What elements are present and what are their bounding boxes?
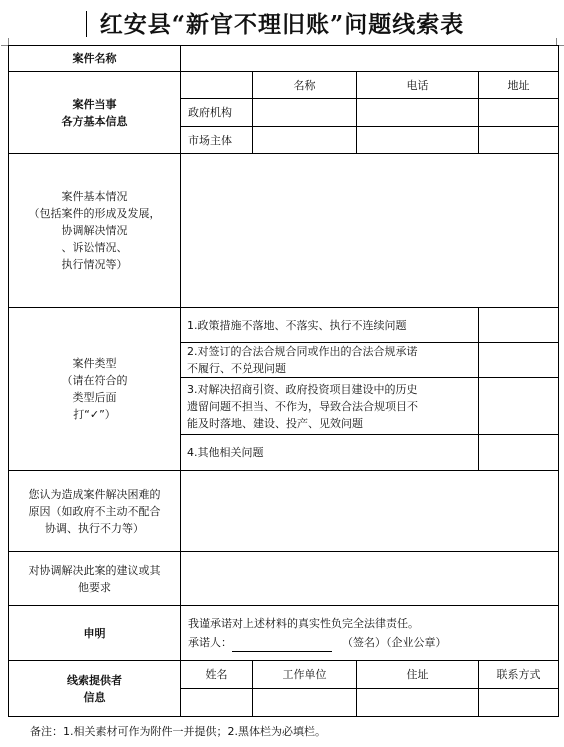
suggestion-field[interactable] — [181, 552, 558, 605]
provider-workplace-field[interactable] — [253, 689, 356, 716]
market-name-field[interactable] — [253, 127, 356, 153]
provider-col-workplace: 工作单位 — [282, 668, 327, 681]
gov-phone-field[interactable] — [357, 99, 478, 126]
parties-col-address: 地址 — [507, 78, 530, 92]
parties-col-phone: 电话 — [406, 78, 429, 92]
market-phone-field[interactable] — [357, 127, 478, 153]
footnote: 备注：1.相关素材可作为附件一并提供；2.黑体栏为必填栏。 — [30, 725, 326, 738]
provider-address-field[interactable] — [357, 689, 478, 716]
provider-contact-field[interactable] — [479, 689, 558, 716]
suggestion-label: 对协调解决此案的建议或其 他要求 — [28, 563, 161, 594]
basic-info-label: 案件基本情况 （包括案件的形成及发展， 协调解决情况 、诉讼情况、 执行情况等） — [28, 190, 161, 271]
parties-type-government: 政府机构 — [188, 106, 232, 119]
case-type-check-3[interactable] — [479, 378, 558, 434]
promisor-label: 承诺人： — [188, 636, 232, 649]
provider-col-address: 住址 — [406, 668, 429, 681]
difficulty-field[interactable] — [181, 471, 558, 551]
provider-label: 线索提供者 信息 — [67, 673, 122, 704]
case-type-option-4: 4.其他相关问题 — [187, 446, 264, 459]
declaration-label: 申明 — [83, 626, 106, 640]
signature-note: （签名）（企业公章） — [342, 636, 447, 649]
case-type-label: 案件类型 （请在符合的 类型后面 打“✓”） — [61, 357, 128, 421]
provider-col-name: 姓名 — [205, 668, 228, 681]
case-type-check-2[interactable] — [479, 343, 558, 377]
case-type-option-1: 1.政策措施不落地、不落实、执行不连续问题 — [187, 318, 407, 332]
provider-name-field[interactable] — [181, 689, 252, 716]
parties-label: 案件当事 各方基本信息 — [61, 97, 128, 128]
case-name-label: 案件名称 — [72, 52, 117, 65]
promisor-signature-field[interactable] — [232, 639, 332, 652]
declaration-line-2 — [188, 633, 553, 652]
provider-col-contact: 联系方式 — [496, 668, 541, 681]
parties-col-name: 名称 — [293, 78, 316, 92]
basic-info-field[interactable] — [181, 154, 558, 307]
declaration-line-1: 我谨承诺对上述材料的真实性负完全法律责任。 — [188, 617, 419, 630]
case-type-option-3: 3.对解决招商引资、政府投资项目建设中的历史 遗留问题不担当、不作为，导致合法合规项目不 能及时落地、建设、投产、见效问题 — [187, 382, 418, 430]
parties-type-market: 市场主体 — [188, 133, 232, 147]
case-name-field[interactable] — [181, 46, 558, 71]
case-type-option-2: 2.对签订的合法合规合同或作出的合法合规承诺 不履行、不兑现问题 — [187, 345, 418, 375]
gov-address-field[interactable] — [479, 99, 558, 126]
case-type-check-1[interactable] — [479, 308, 558, 342]
case-type-check-4[interactable] — [479, 435, 558, 470]
text-cursor — [86, 11, 87, 37]
difficulty-label: 您认为造成案件解决困难的 原因（如政府不主动不配合 协调、执行不力等） — [28, 487, 161, 535]
gov-name-field[interactable] — [253, 99, 356, 126]
page-title: 红安县“新官不理旧账”问题线索表 — [99, 11, 465, 38]
market-address-field[interactable] — [479, 127, 558, 153]
declaration-text — [188, 614, 553, 652]
